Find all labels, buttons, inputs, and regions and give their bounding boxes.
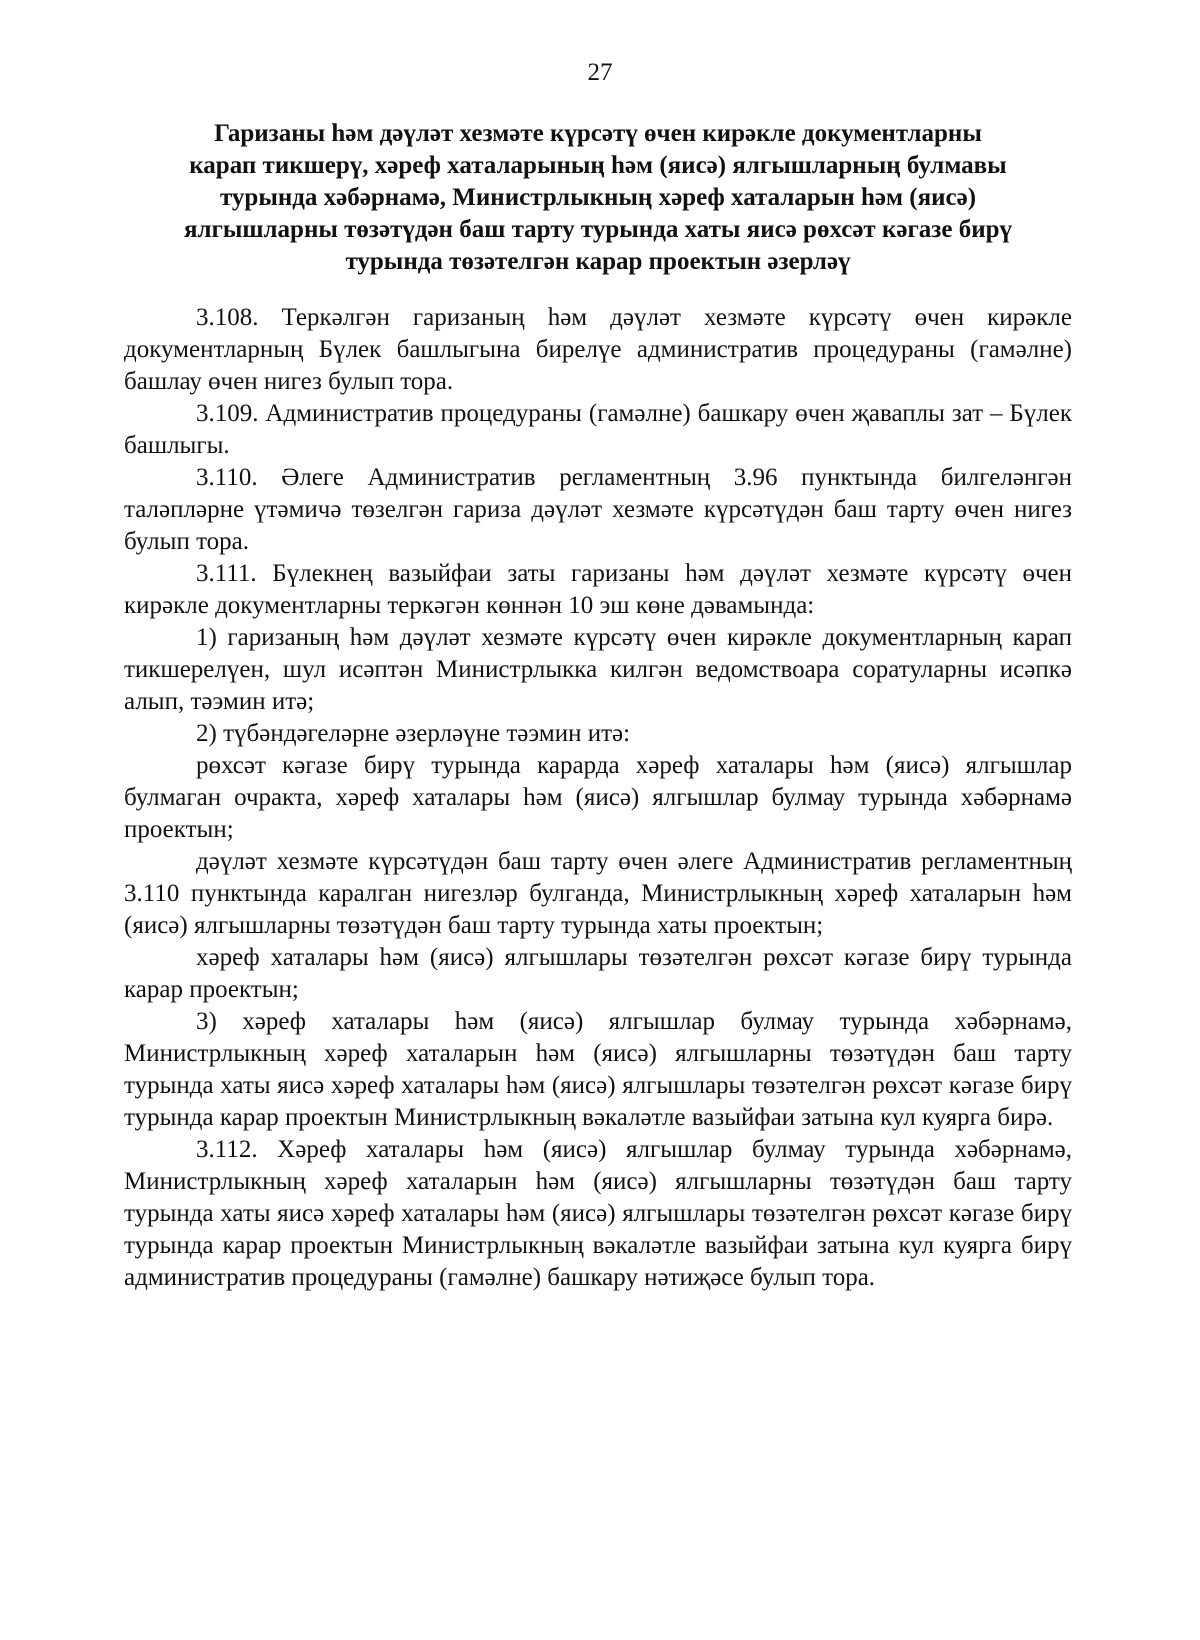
sub-item-notice-draft: рөхсәт кәгазе бирү турында карарда хәреф хаталары һәм (яисә) ялгышлар булмаган очракта, хәреф хаталары һәм (яисә) ялгышлар булмау турында хәбәрнамә проектын; (124, 752, 1072, 843)
sub-item-corrected-decision-draft: хәреф хаталары һәм (яисә) ялгышлары төзәтелгән рөхсәт кәгазе бирү турында карар проектын; (124, 944, 1072, 1003)
page-number: 27 (587, 59, 613, 86)
section-title-line: турында хәбәрнамә, Министрлыкның хәреф хаталарын һәм (яисә) (219, 184, 977, 211)
section-title-line: Гаризаны һәм дәүләт хезмәте күрсәтү өчен кирәкле документларны (214, 120, 982, 147)
paragraph-3-111: 3.111. Бүлекнең вазыйфаи заты гаризаны һәм дәүләт хезмәте күрсәтү өчен кирәкле документларны теркәгән көннән 10 эш көне дәвамында: (124, 560, 1072, 619)
section-title-line: карап тикшерү, хәреф хаталарының һәм (яисә) ялгышларның булмавы (189, 152, 1007, 179)
list-item-1: 1) гаризаның һәм дәүләт хезмәте күрсәтү өчен кирәкле документларның карап тикшерелүен, шул исәптән Министрлыкка килгән ведомствоара соратуларны исәпкә алып, тәэмин итә; (124, 624, 1072, 715)
list-item-2: 2) түбәндәгеләрне әзерләүне тәэмин итә: (196, 720, 631, 747)
paragraph-3-110: 3.110. Әлеге Административ регламентның 3.96 пунктында билгеләнгән таләпләрне үтәмичә төзелгән гариза дәүләт хезмәте күрсәтүдән баш тарту өчен нигез булып тора. (124, 464, 1072, 555)
paragraph-3-112: 3.112. Хәреф хаталары һәм (яисә) ялгышлар булмау турында хәбәрнамә, Министрлыкның хәреф хаталарын һәм (яисә) ялгышларны төзәтүдән баш тарту турында хаты яисә хәреф хаталары һәм (яисә) ялгышлары төзәтелгән рөхсәт кәгазе бирү турында карар проектын Министрлыкның вәкаләтле вазыйфаи затына кул куярга бирү административ процедураны (гамәлне) башкару нәтиҗәсе булып тора. (124, 1136, 1072, 1291)
section-title-line: турында төзәтелгән карар проектын әзерләү (345, 248, 851, 275)
section-title-line: ялгышларны төзәтүдән баш тарту турында хаты яисә рөхсәт кәгазе бирү (183, 216, 1013, 243)
sub-item-refusal-letter-draft: дәүләт хезмәте күрсәтүдән баш тарту өчен әлеге Административ регламентның 3.110 пунктында каралган нигезләр булганда, Министрлыкның хәреф хаталарын һәм (яисә) ялгышларны төзәтүдән баш тарту турында хаты проектын; (124, 848, 1072, 939)
paragraph-3-108: 3.108. Теркәлгән гаризаның һәм дәүләт хезмәте күрсәтү өчен кирәкле документларның Бүлек башлыгына бирелүе административ процедураны (гамәлне) башлау өчен нигез булып тора. (124, 304, 1072, 395)
paragraph-3-109: 3.109. Административ процедураны (гамәлне) башкару өчен җаваплы зат – Бүлек башлыгы. (124, 400, 1072, 459)
document-body (124, 302, 1072, 1294)
section-title (124, 118, 1072, 278)
list-item-3: 3) хәреф хаталары һәм (яисә) ялгышлар булмау турында хәбәрнамә, Министрлыкның хәреф хаталарын һәм (яисә) ялгышларны төзәтүдән баш тарту турында хаты яисә хәреф хаталары һәм (яисә) ялгышлары төзәтелгән рөхсәт кәгазе бирү турында карар проектын Министрлыкның вәкаләтле вазыйфаи затына кул куярга бирә. (124, 1008, 1072, 1131)
